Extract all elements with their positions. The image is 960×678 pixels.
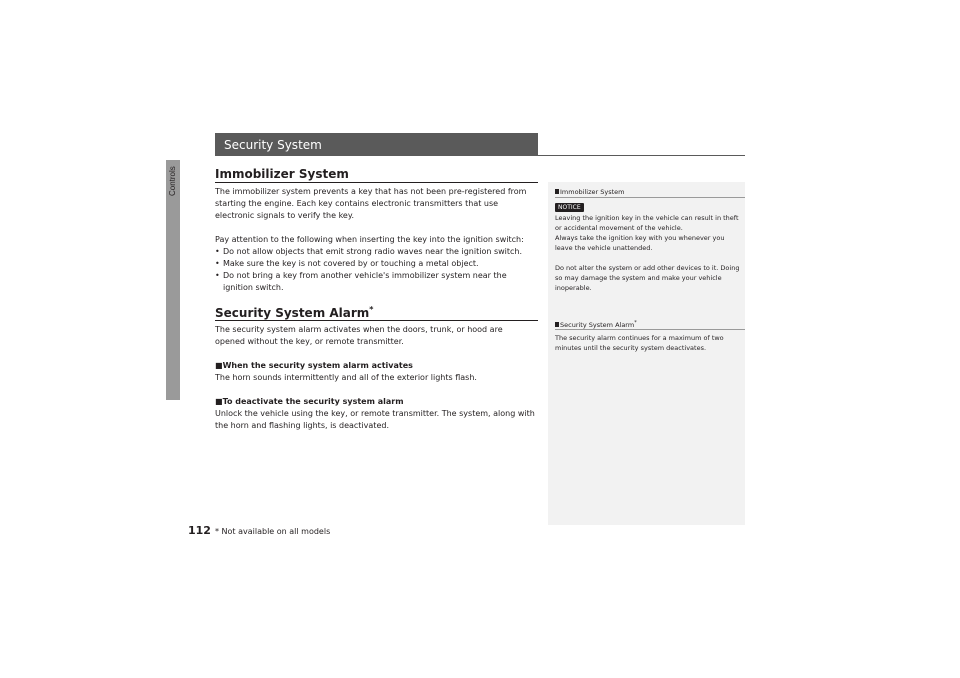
footnote: * Not available on all models: [215, 527, 331, 536]
note-rule: [555, 329, 745, 330]
subhead-marker: ■: [215, 361, 223, 370]
immobilizer-bullet: • Do not bring a key from another vehicle's immobilizer system near the ignition switch.: [215, 270, 535, 294]
alarm-deactivate-body: Unlock the vehicle using the key, or remote transmitter. The system, along with the horn and flashing lights, is deactivated.: [215, 409, 535, 430]
page-number: 112: [188, 524, 211, 537]
section-side-tab: [166, 160, 180, 400]
note-alarm-body: The security alarm continues for a maximum of two minutes until the security system deactivates.: [555, 334, 724, 352]
notice-badge: NOTICE: [555, 203, 584, 212]
alarm-activates-body: The horn sounds intermittently and all of the exterior lights flash.: [215, 373, 477, 382]
subhead-marker: ■: [215, 397, 223, 406]
note-title-text: Immobilizer System: [560, 188, 625, 196]
reference-icon: [555, 322, 559, 327]
alarm-heading-text: Security System Alarm: [215, 306, 370, 320]
section-tab-label: Controls: [168, 166, 177, 196]
reference-icon: [555, 189, 559, 194]
note-alarm-mark: *: [634, 320, 637, 326]
note-alarm-title: [555, 320, 637, 329]
subhead-text: When the security system alarm activates: [222, 361, 413, 370]
immobilizer-bullet: • Make sure the key is not covered by or touching a metal object.: [215, 258, 535, 270]
note-immobilizer-title: [555, 188, 625, 196]
alarm-subhead-activates: [215, 360, 535, 372]
note-immobilizer-body: [555, 213, 740, 293]
note-rule: [555, 197, 745, 198]
note-notice-text: Leaving the ignition key in the vehicle can result in theft or accidental movement of the vehicle.: [555, 214, 739, 232]
subhead-text: To deactivate the security system alarm: [222, 397, 404, 406]
alarm-heading: [215, 305, 373, 320]
header-rule: [538, 155, 745, 156]
page-title: Security System: [224, 138, 322, 152]
alarm-body: [215, 324, 535, 432]
alarm-intro: The security system alarm activates when the doors, trunk, or hood are opened without the key, or remote transmitter.: [215, 325, 503, 346]
immobilizer-bullet: • Do not allow objects that emit strong radio waves near the ignition switch.: [215, 246, 535, 258]
immobilizer-attention: Pay attention to the following when inserting the key into the ignition switch:: [215, 235, 524, 244]
immobilizer-heading: Immobilizer System: [215, 167, 349, 181]
immobilizer-heading-rule: [215, 182, 538, 183]
immobilizer-intro: The immobilizer system prevents a key that has not been pre-registered from starting the engine. Each key contains electronic transmitters that use electronic signals to verify the key.: [215, 187, 527, 220]
alarm-subhead-deactivate: [215, 396, 535, 408]
note-title-text: Security System Alarm: [560, 321, 635, 330]
note-immobilizer-text: Do not alter the system or add other devices to it. Doing so may damage the system and make your vehicle inoperable.: [555, 264, 740, 292]
immobilizer-body: [215, 186, 535, 294]
note-notice-text-2: Always take the ignition key with you whenever you leave the vehicle unattended.: [555, 234, 725, 252]
alarm-heading-rule: [215, 320, 538, 321]
alarm-heading-mark: *: [369, 305, 374, 314]
